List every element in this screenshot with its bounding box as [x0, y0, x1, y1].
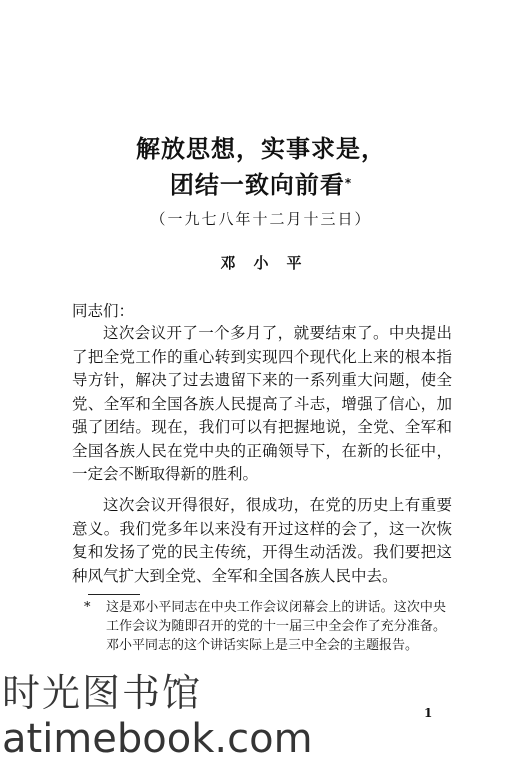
salutation: 同志们：: [72, 302, 135, 320]
footnote: [84, 598, 446, 655]
paragraph-1-text: 这次会议开了一个多月了，就要结束了。中央提出了把全党工作的重心转到实现四个现代化上来的根本指导方针，解决了过去遗留下来的一系列重大问题，使全党、全军和全国各族人民提高了斗志，增强了信心，加强了团结。现在，我们可以有把握地说，全党、全军和全国各族人民在党中央的正确领导下，在新的长征中，一定会不断取得新的胜利。: [72, 324, 452, 483]
title-line-2-text: 团结一致向前看: [169, 171, 345, 199]
title-line-2: [0, 170, 522, 200]
footnote-text: 这是邓小平同志在中央工作会议闭幕会上的讲话。这次中央工作会议为随即召开的党的十一届三中全会作了充分准备。邓小平同志的这个讲话实际上是三中全会的主题报告。: [106, 600, 446, 653]
author-name: 邓小平: [220, 254, 320, 272]
watermark-url: atimebook.com: [2, 716, 313, 762]
speech-date: （一九七八年十二月十三日）: [150, 210, 372, 228]
footnote-mark: *: [84, 600, 91, 615]
title-footnote-mark: *: [344, 176, 353, 190]
watermark-chinese: 时光图书馆: [2, 671, 203, 715]
paragraph-1: [72, 322, 452, 487]
paragraph-2-text: 这次会议开得很好，很成功，在党的历史上有重要意义。我们党多年以来没有开过这样的会了，这一次恢复和发扬了党的民主传统，开得生动活泼。我们要把这种风气扩大到全党、全军和全国各族人民中去。: [72, 496, 452, 585]
title-line-1: 解放思想，实事求是，: [136, 135, 386, 163]
footnote-divider: [88, 594, 140, 595]
page-number: 1: [424, 706, 433, 720]
paragraph-2: [72, 494, 452, 588]
